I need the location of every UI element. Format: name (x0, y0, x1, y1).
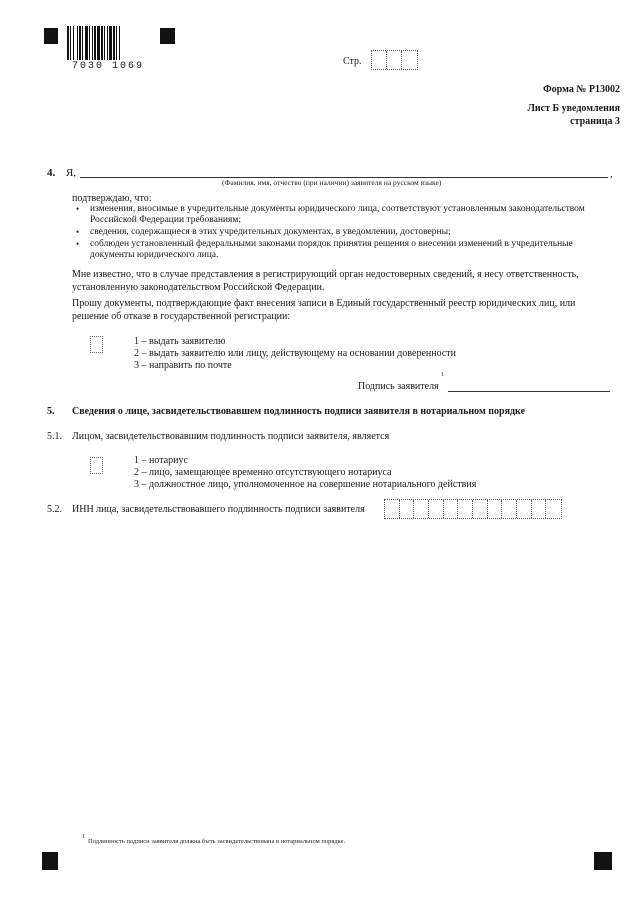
certifier-options (134, 455, 476, 491)
signature-label: Подпись заявителя (358, 381, 439, 392)
barcode (67, 26, 151, 60)
page-number-field[interactable] (371, 50, 418, 70)
section4-number: 4. (47, 167, 56, 179)
section5-number: 5. (47, 406, 55, 417)
signature-footnote-mark: 1 (441, 372, 444, 378)
page-title: страница 3 (570, 116, 620, 127)
confirm-text: подтверждаю, что: (72, 193, 152, 204)
delivery-option-2: 2 – выдать заявителю или лицу, действующему на основании доверенности (134, 348, 457, 359)
applicant-signature-field[interactable] (448, 380, 610, 392)
delivery-option-checkbox[interactable] (90, 336, 103, 353)
list-item: • изменения, вносимые в учредительные документы юридического лица, соответствуют установленным законодательством Российской Федерации требованиям; (72, 204, 592, 226)
section5-2-number: 5.2. (47, 504, 62, 515)
section5-title: Сведения о лице, засвидетельствовавшем подлинность подписи заявителя в нотариальном порядке (72, 406, 526, 417)
footnote-mark: 1 (82, 834, 85, 840)
applicant-name-hint: (Фамилия, имя, отчество (при наличии) заявителя на русском языке) (222, 178, 442, 187)
form-number: Форма № Р13002 (543, 84, 620, 95)
list-item: • сведения, содержащиеся в этих учредительных документах, в уведомлении, достоверны; (72, 227, 592, 238)
request-text: Прошу документы, подтверждающие факт внесения записи в Единый государственный реестр юридических лиц, или решение об отказе в государственной регистрации: (72, 298, 576, 322)
certifier-option-3: 3 – должностное лицо, уполномоченное на совершение нотариального действия (134, 479, 477, 490)
list-item: • соблюден установленный федеральными законами порядок принятия решения о внесении изменений в учредительные документы юридического лица. (72, 239, 592, 261)
inn-field[interactable] (384, 499, 562, 519)
certifier-option-1: 1 – нотариус (134, 455, 188, 466)
certifier-option-2: 2 – лицо, замещающее временно отсутствующего нотариуса (134, 467, 392, 478)
barcode-number: 7030 1069 (72, 61, 145, 72)
responsibility-text: Мне известно, что в случае представления в регистрирующий орган недостоверных сведений, я несу ответственность, установленную законодательством Российской Федерации. (72, 269, 579, 293)
page-label: Стр. (343, 56, 362, 67)
corner-marker-bottom-left (42, 852, 58, 870)
corner-marker-bottom-right (594, 852, 612, 870)
corner-marker-top-right (160, 28, 175, 44)
delivery-option-1: 1 – выдать заявителю (134, 336, 226, 347)
sheet-title: Лист Б уведомления (527, 103, 620, 114)
confirm-list (72, 204, 592, 262)
section4-prefix: Я, (66, 167, 77, 179)
delivery-option-3: 3 – направить по почте (134, 360, 232, 371)
applicant-name-field[interactable] (80, 165, 608, 178)
corner-marker-top-left (44, 28, 58, 44)
section5-1-number: 5.1. (47, 431, 62, 442)
footnote-text: Подлинность подписи заявителя должна быть засвидетельствована в нотариальном порядке. (88, 838, 346, 845)
delivery-options (134, 336, 456, 372)
section5-2-text: ИНН лица, засвидетельствовавшего подлинность подписи заявителя (72, 504, 365, 515)
certifier-type-checkbox[interactable] (90, 457, 103, 474)
section5-1-text: Лицом, засвидетельствовавшим подлинность подписи заявителя, является (72, 431, 390, 442)
section4-comma: , (610, 168, 613, 180)
